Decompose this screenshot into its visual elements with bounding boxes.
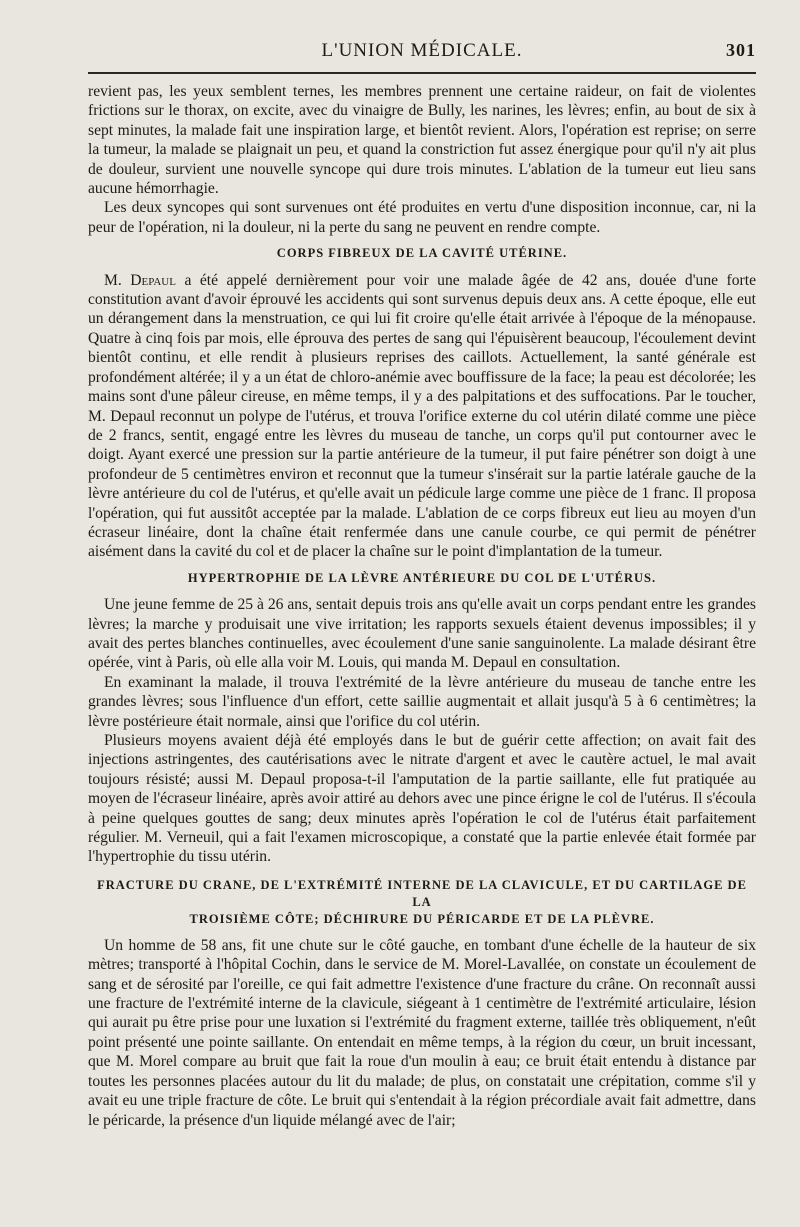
author-name: M. Depaul (104, 271, 176, 289)
intro-paragraph: Les deux syncopes qui sont survenues ont été produites en vertu d'une disposition inconnue, car, ni la peur de l'opération, ni la douleur, ni la perte du sang ne peuvent en rendre compte. (88, 199, 756, 236)
paragraph-text: a été appelé dernièrement pour voir une malade âgée de 42 ans, douée d'une forte constitution avant d'avoir éprouvé les accidents qui sont survenus depuis deux ans. A cette époque, elle eut un dérangement dans la menstruation, ce qui lui fit croire qu'elle était arrivée à l'époque de la ménopause. Quatre à cinq fois par mois, elle éprouva des pertes de sang qui l'épuisèrent beaucoup, l'écoulement devint bientôt continu, et elle rendit à plusieurs reprises des caillots. Actuellement, la santé générale est profondément altérée; il y a un état de chloro-anémie avec bouffissure de la face; la peau est décolorée; les mains sont d'une pâleur cireuse, en même temps, il y a des palpitations et des suffocations. Par le toucher, M. Depaul reconnut un polype de l'utérus, et trouva l'orifice externe du col utérin dilaté comme une pièce de 2 francs, sentit, engagé entre les lèvres du museau de tanche, un corps qu'il put contourner avec le doigt. Ayant exercé une pression sur la partie antérieure de la tumeur, il put faire pénétrer son doigt à une profondeur de 5 centimètres environ et reconnut que la tumeur s'insérait sur la partie latérale gauche de la lèvre antérieure du col de l'utérus, et qu'elle avait un pédicule large comme une pièce de 1 franc. Il proposa l'opération, qui fut aussitôt acceptée par la malade. L'ablation de ce corps fibreux eut lieu au moyen d'un écraseur linéaire, dont la chaîne était renfermée dans une canule courbe, ce qui permit de pénétrer aisément dans la cavité du col et de placer la chaîne sur le point d'implantation de la tumeur. (88, 271, 756, 561)
intro-paragraph: revient pas, les yeux semblent ternes, les membres prennent une certaine raideur, on fait de violentes frictions sur le thorax, on excite, avec du vinaigre de Bully, les narines, les lèvres; enfin, au bout de six à sept minutes, la malade fait une inspiration large, et bientôt revient. Alors, l'opération est reprise; on serre la tumeur, la malade se plaignait un peu, et quand la constriction fut assez énergique pour qu'il n'y ait plus de douleur, survient une nouvelle syncope qui dure trois minutes. L'ablation de la tumeur eut lieu sans aucune hémorrhagie. (88, 83, 756, 198)
section-heading-fracture (88, 877, 756, 928)
section-paragraph: Un homme de 58 ans, fit une chute sur le côté gauche, en tombant d'une échelle de la hauteur de six mètres; transporté à l'hôpital Cochin, dans le service de M. Morel-Lavallée, on constate un écoulement de sang et de sérosité par l'oreille, ce qui fait admettre l'existence d'une fracture du crâne. On reconnaît aussi une fracture de l'extrémité interne de la clavicule, siégeant à 1 centimètre de l'extrémité articulaire, lésion qui aurait pu être prise pour une luxation si l'extrémité du fragment externe, taillée très obliquement, n'eût point présenté une pointe saillante. On entendait en même temps, à la région du cœur, un bruit incessant, que M. Morel compare au bruit que fait la roue d'un moulin à eau; ce bruit était entendu à distance par toutes les personnes placées autour du lit du malade; de plus, on constatait une crépitation, comme s'il y avait eu une triple fracture de côte. Le bruit qui s'entendait à la région précordiale avait fait admettre, dans le péricarde, la présence d'un liquide mélangé avec de l'air; (88, 936, 756, 1129)
section-paragraph (88, 271, 756, 562)
section-heading-line: TROISIÈME CÔTE; DÉCHIRURE DU PÉRICARDE ET DE LA PLÈVRE. (189, 911, 655, 926)
section-paragraph: Une jeune femme de 25 à 26 ans, sentait depuis trois ans qu'elle avait un corps pendant entre les grandes lèvres; la marche y produisait une vive irritation; les rapports sexuels étaient devenus impossibles; il y avait des pertes blanches continuelles, avec écoulement d'une sanie sanguinolente. La malade désirant être opérée, vint à Paris, où elle alla voir M. Louis, qui manda M. Depaul en consultation. (88, 596, 756, 672)
header-rule (88, 72, 756, 74)
section-heading-fibrous-bodies: CORPS FIBREUX DE LA CAVITÉ UTÉRINE. (276, 246, 568, 261)
section-paragraph: Plusieurs moyens avaient déjà été employés dans le but de guérir cette affection; on avait fait des injections astringentes, des cautérisations avec le nitrate d'argent et avec le cautère actuel, le mal avait toujours résisté; aussi M. Depaul proposa-t-il l'amputation de la partie saillante, elle fut pratiquée au moyen de l'écraseur linéaire, après avoir attiré au dehors avec une pince érigne le col de l'utérus. Il s'écoula à peine quelques gouttes de sang; deux minutes après l'opération le col de l'utérus était parfaitement régulier. M. Verneuil, qui a fait l'examen microscopique, a constaté que la partie enlevée était formée par l'hypertrophie du tissu utérin. (88, 732, 756, 866)
section-paragraph: En examinant la malade, il trouva l'extrémité de la lèvre antérieure du museau de tanche entre les grandes lèvres; sous l'influence d'un effort, cette saillie augmentait et allait jusqu'à 5 à 6 centimètres; la lèvre postérieure était normale, ainsi que l'orifice du col utérin. (88, 673, 756, 730)
page-number: 301 (726, 40, 756, 60)
section-heading-line: FRACTURE DU CRANE, DE L'EXTRÉMITÉ INTERNE DE LA CLAVICULE, ET DU CARTILAGE DE LA (97, 877, 747, 909)
running-head (88, 40, 756, 70)
section-heading-hypertrophy: HYPERTROPHIE DE LA LÈVRE ANTÉRIEURE DU COL DE L'UTÉRUS. (187, 570, 657, 585)
article-body (88, 82, 756, 1130)
journal-title: L'UNION MÉDICALE. (321, 40, 523, 61)
